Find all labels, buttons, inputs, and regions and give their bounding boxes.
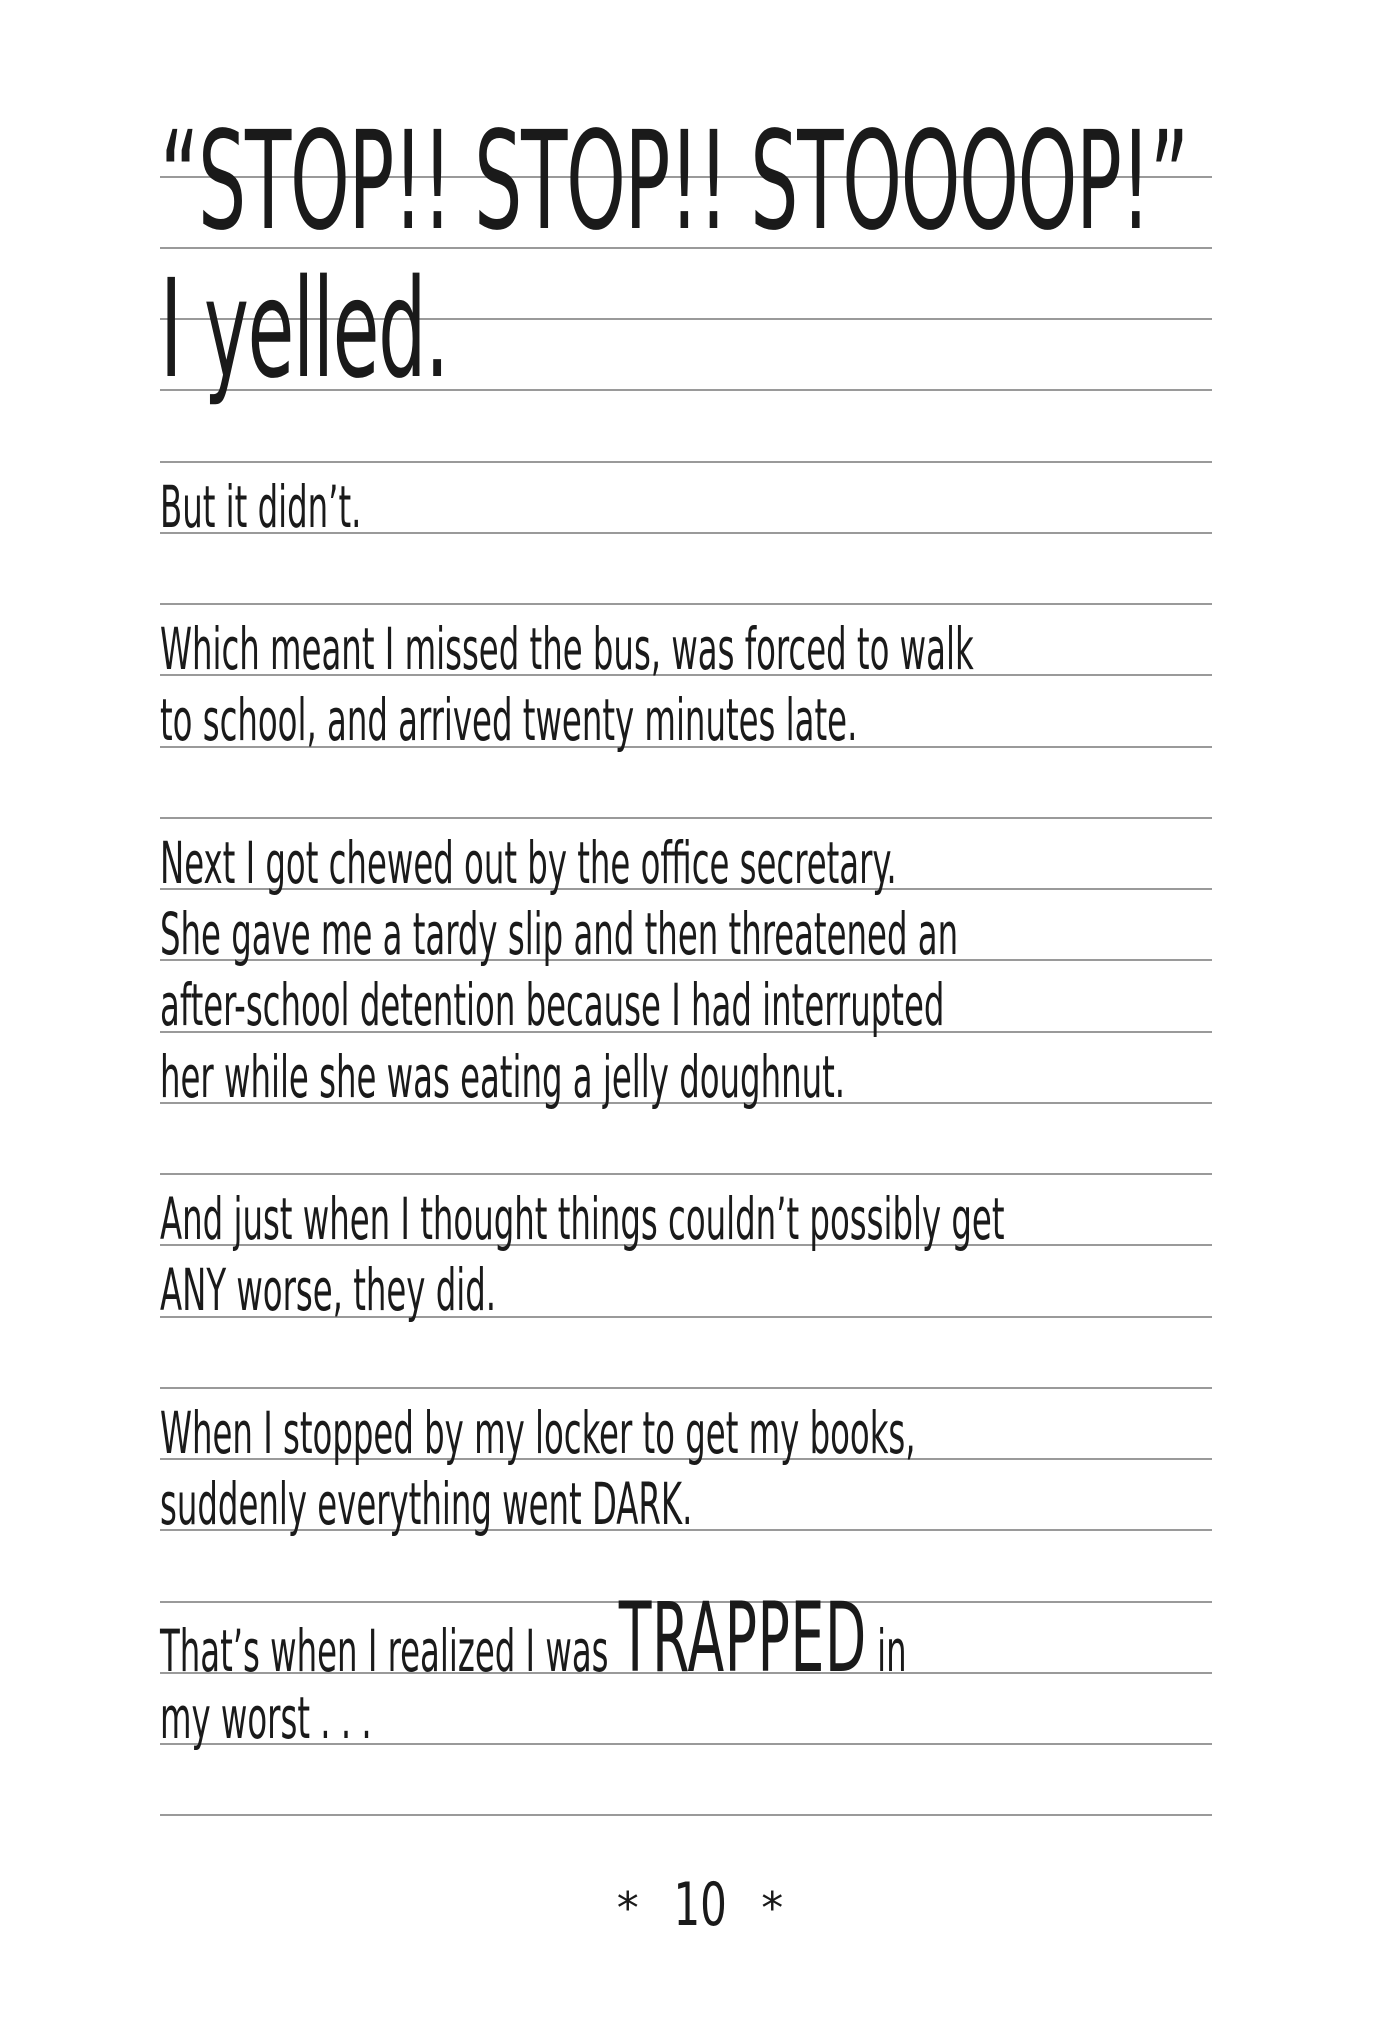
ruled-line [160, 1387, 1212, 1389]
final-text-after: in [877, 1617, 907, 1685]
ruled-line [160, 461, 1212, 463]
paragraph-2-line-2: to school, and arrived twenty minutes late. [160, 686, 858, 754]
paragraph-5-line-1: When I stopped by my locker to get my books, [160, 1399, 916, 1467]
paragraph-3-line-3: after-school detention because I had interrupted [160, 971, 945, 1039]
page-number-value: 10 [673, 1870, 727, 1940]
paragraph-3-line-4: her while she was eating a jelly doughnut. [160, 1043, 846, 1111]
ruled-line [160, 1173, 1212, 1175]
page-number [0, 1870, 1400, 1940]
final-paragraph-line-2: my worst . . . [160, 1684, 372, 1752]
ruled-line [160, 817, 1212, 819]
paragraph-4-line-1: And just when I thought things couldn’t possibly get [160, 1185, 1005, 1253]
asterisk-icon: * [761, 1882, 784, 1934]
heading-line-1: “STOP!! STOP!! STOOOOP!” [160, 103, 1188, 261]
paragraph-1-line-1: But it didn’t. [160, 473, 362, 541]
ruled-line [160, 603, 1212, 605]
paragraph-5-line-2: suddenly everything went DARK. [160, 1470, 693, 1538]
final-paragraph-line-1 [160, 1582, 907, 1694]
ruled-line [160, 1814, 1212, 1816]
paragraph-4-line-2: ANY worse, they did. [160, 1256, 497, 1324]
trapped-emphasis: TRAPPED [618, 1582, 867, 1694]
paragraph-2-line-1: Which meant I missed the bus, was forced to walk [160, 615, 974, 683]
asterisk-icon: * [616, 1882, 639, 1934]
final-text-before: That’s when I realized I was [160, 1617, 609, 1685]
paragraph-3-line-1: Next I got chewed out by the office secretary. [160, 829, 897, 897]
heading-line-2: I yelled. [160, 251, 448, 409]
paragraph-3-line-2: She gave me a tardy slip and then threatened an [160, 900, 959, 968]
